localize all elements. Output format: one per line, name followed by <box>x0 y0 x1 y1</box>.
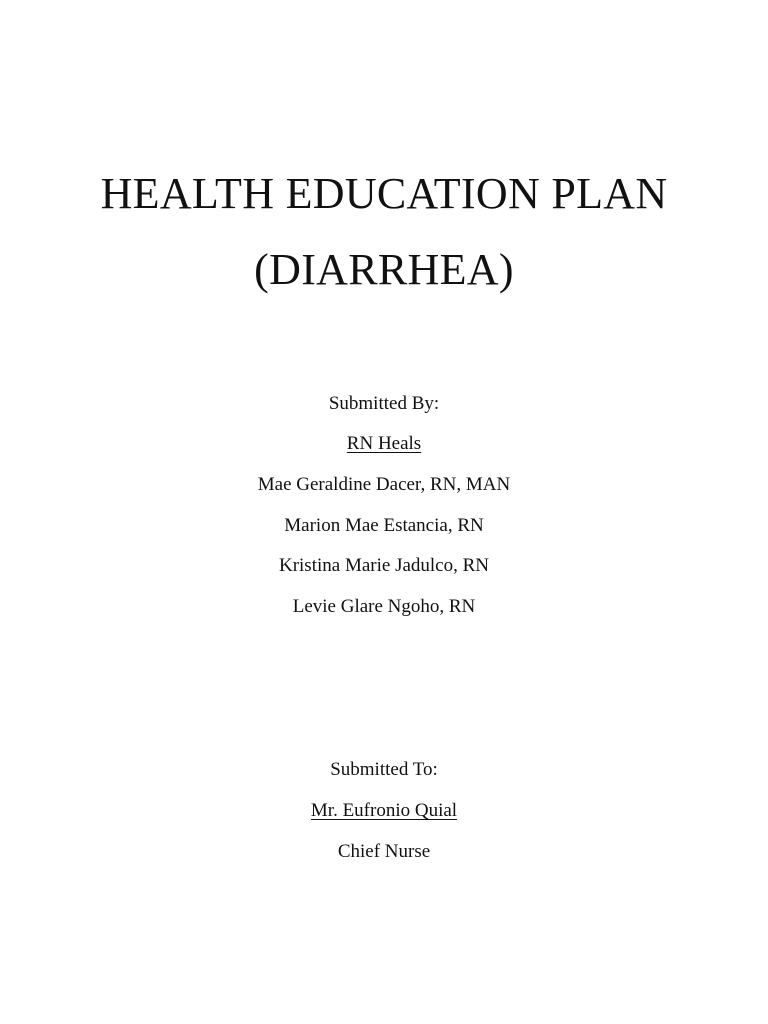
document-title-line-2: (DIARRHEA) <box>254 245 514 294</box>
member-name: Marion Mae Estancia, RN <box>284 515 484 536</box>
recipient-name: Mr. Eufronio Quial <box>310 800 458 821</box>
submitted-to-label: Submitted To: <box>330 759 438 780</box>
recipient-title: Chief Nurse <box>337 841 431 862</box>
group-name: RN Heals <box>346 433 422 454</box>
document-title-line-1: HEALTH EDUCATION PLAN <box>100 169 668 218</box>
member-name: Mae Geraldine Dacer, RN, MAN <box>257 474 511 495</box>
member-name: Kristina Marie Jadulco, RN <box>278 555 489 576</box>
submitted-by-label: Submitted By: <box>328 393 440 414</box>
member-name: Levie Glare Ngoho, RN <box>292 596 476 617</box>
